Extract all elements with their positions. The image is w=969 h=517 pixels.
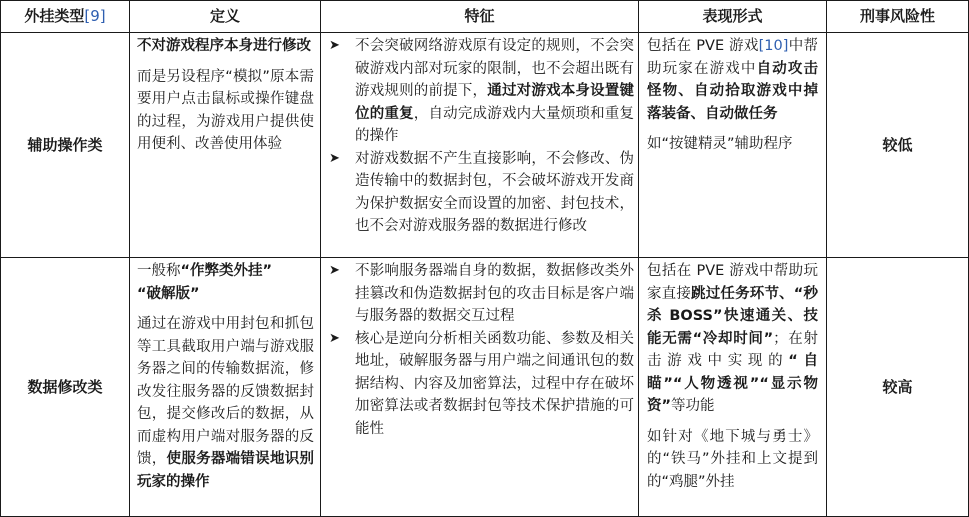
- arrow-bullet-icon: ➤: [329, 330, 340, 346]
- row-definition: [130, 33, 321, 258]
- arrow-bullet-icon: ➤: [329, 263, 340, 278]
- header-risk: 刑事风险性: [827, 1, 969, 33]
- row-forms: [639, 33, 827, 258]
- forms-paragraph: 包括在 PVE 游戏中帮助玩家直接跳过任务环节、“秒杀 BOSS”快速通关、技能无需“冷却时间”；在射击游戏中实现的“自瞄”“人物透视”“显示物资”等功能: [647, 263, 819, 414]
- row-type: 辅助操作类: [1, 33, 130, 258]
- header-row: [1, 1, 969, 33]
- definition-bold: 不对游戏程序本身进行修改: [137, 38, 311, 54]
- citation-ref[interactable]: [9]: [84, 7, 106, 26]
- arrow-bullet-icon: ➤: [329, 38, 340, 53]
- header-features: 特征: [321, 1, 639, 33]
- feature-item: ➤ 核心是逆向分析相关函数功能、参数及相关地址，破解服务器与用户端之间通讯包的数据结构、内容及加密算法，过程中存在破坏加密算法或者数据封包等技术保护措施的可能性: [327, 328, 634, 441]
- definition-text: 而是另设程序“模拟”原本需要用户点击鼠标或操作键盘的过程，为游戏用户提供使用便利、改善使用体验: [137, 68, 314, 152]
- row-type: 数据修改类: [1, 258, 130, 517]
- table-row: [1, 33, 969, 258]
- forms-paragraph: 包括在 PVE 游戏[10]中帮助玩家在游戏中自动攻击怪物、自动拾取游戏中掉落装备、自动做任务: [647, 38, 819, 122]
- header-forms: 表现形式: [639, 1, 827, 33]
- row-forms: [639, 258, 827, 517]
- table-row: [1, 258, 969, 517]
- header-type: 外挂类型[9]: [1, 1, 130, 33]
- definition-alias-2: “破解版”: [137, 285, 200, 302]
- row-risk: 较高: [827, 258, 969, 517]
- feature-item: ➤ 不会突破网络游戏原有设定的规则，不会突破游戏内部对玩家的限制，也不会超出既有游戏规则的前提下，通过对游戏本身设置键位的重复，自动完成游戏内大量烦琐和重复的操作: [327, 35, 634, 148]
- citation-ref[interactable]: [10]: [758, 38, 789, 54]
- feature-item: ➤ 对游戏数据不产生直接影响，不会修改、伪造传输中的数据封包，不会破坏游戏开发商为保护数据安全而设置的加密、封包技术，也不会对游戏服务器的数据进行修改: [327, 148, 634, 238]
- definition-text: 通过在游戏中用封包和抓包等工具截取用户端与游戏服务器之间的传输数据流，修改发往服务器的反馈数据封包，提交修改后的数据，从而虚构用户端对服务器的反馈，使服务器端错误地识别玩家的操作: [137, 316, 315, 490]
- feature-item: ➤ 不影响服务器端自身的数据，数据修改类外挂篡改和伪造数据封包的攻击目标是客户端与服务器的数据交互过程: [327, 260, 634, 328]
- row-definition: [130, 258, 321, 517]
- header-definition: 定义: [130, 1, 321, 33]
- arrow-bullet-icon: ➤: [329, 150, 340, 166]
- forms-example: 如“按键精灵”辅助程序: [647, 136, 793, 152]
- row-features: [321, 33, 639, 258]
- row-features: [321, 258, 639, 517]
- forms-example: 如针对《地下城与勇士》的“铁马”外挂和上文提到的“鸡腿”外挂: [647, 428, 818, 490]
- row-risk: 较低: [827, 33, 969, 258]
- definition-alias: 一般称“作弊类外挂”: [137, 263, 273, 279]
